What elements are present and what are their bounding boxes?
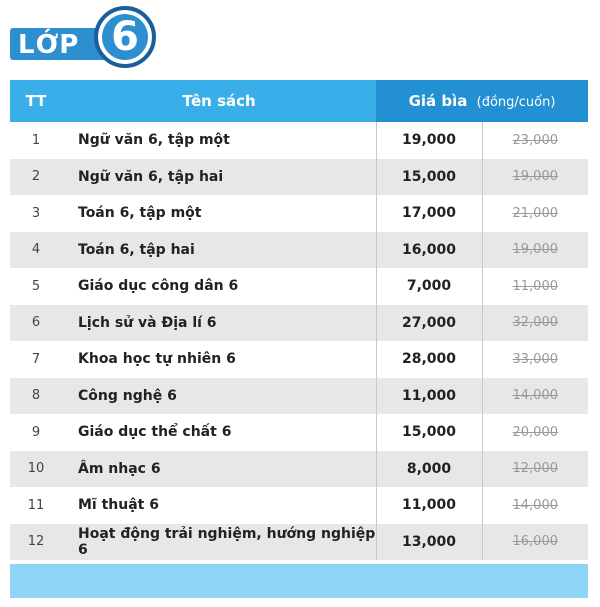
price: 15,000 <box>376 414 482 451</box>
book-name: Mĩ thuật 6 <box>62 487 376 524</box>
price: 27,000 <box>376 305 482 342</box>
table-row <box>10 378 588 415</box>
book-name: Giáo dục công dân 6 <box>62 268 376 305</box>
old-price: 19,000 <box>482 159 588 196</box>
price: 7,000 <box>376 268 482 305</box>
old-price: 16,000 <box>482 524 588 561</box>
old-price: 20,000 <box>482 414 588 451</box>
book-name: Khoa học tự nhiên 6 <box>62 341 376 378</box>
old-price: 14,000 <box>482 378 588 415</box>
header-book-name: Tên sách <box>62 80 376 122</box>
row-number: 3 <box>10 195 62 232</box>
table-row <box>10 159 588 196</box>
price: 28,000 <box>376 341 482 378</box>
price: 11,000 <box>376 487 482 524</box>
book-name: Công nghệ 6 <box>62 378 376 415</box>
table-row <box>10 487 588 524</box>
row-number: 6 <box>10 305 62 342</box>
header-price-label: Giá bìa <box>408 92 468 110</box>
table-body <box>10 122 588 560</box>
price: 19,000 <box>376 122 482 159</box>
old-price: 14,000 <box>482 487 588 524</box>
old-price: 12,000 <box>482 451 588 488</box>
price: 15,000 <box>376 159 482 196</box>
row-number: 1 <box>10 122 62 159</box>
price: 13,000 <box>376 524 482 561</box>
row-number: 10 <box>10 451 62 488</box>
table-footer-bar <box>10 564 588 598</box>
price: 17,000 <box>376 195 482 232</box>
price-table-frame <box>10 80 588 598</box>
table-row <box>10 414 588 451</box>
book-name: Ngữ văn 6, tập một <box>62 122 376 159</box>
old-price: 19,000 <box>482 232 588 269</box>
table-row <box>10 524 588 561</box>
table-row <box>10 122 588 159</box>
book-name: Lịch sử và Địa lí 6 <box>62 305 376 342</box>
old-price: 32,000 <box>482 305 588 342</box>
price-table <box>10 80 588 560</box>
price: 11,000 <box>376 378 482 415</box>
row-number: 12 <box>10 524 62 561</box>
row-number: 4 <box>10 232 62 269</box>
table-row <box>10 195 588 232</box>
book-name: Giáo dục thể chất 6 <box>62 414 376 451</box>
table-row <box>10 451 588 488</box>
row-number: 11 <box>10 487 62 524</box>
table-row <box>10 232 588 269</box>
book-name: Ngữ văn 6, tập hai <box>62 159 376 196</box>
row-number: 9 <box>10 414 62 451</box>
row-number: 2 <box>10 159 62 196</box>
header-price-unit: (đồng/cuốn) <box>476 95 556 110</box>
header-tt: TT <box>10 80 62 122</box>
old-price: 11,000 <box>482 268 588 305</box>
table-row <box>10 305 588 342</box>
grade-number: 6 <box>111 14 139 60</box>
table-row <box>10 268 588 305</box>
book-name: Hoạt động trải nghiệm, hướng nghiệp 6 <box>62 524 376 561</box>
old-price: 21,000 <box>482 195 588 232</box>
table-header-row <box>10 80 588 122</box>
table-row <box>10 341 588 378</box>
grade-label: LỚP <box>18 30 80 60</box>
grade-number-circle <box>94 6 156 68</box>
row-number: 5 <box>10 268 62 305</box>
price: 16,000 <box>376 232 482 269</box>
row-number: 8 <box>10 378 62 415</box>
header-price <box>376 80 588 122</box>
book-name: Toán 6, tập hai <box>62 232 376 269</box>
grade-badge <box>10 2 160 74</box>
old-price: 23,000 <box>482 122 588 159</box>
old-price: 33,000 <box>482 341 588 378</box>
book-name: Âm nhạc 6 <box>62 451 376 488</box>
row-number: 7 <box>10 341 62 378</box>
price: 8,000 <box>376 451 482 488</box>
book-name: Toán 6, tập một <box>62 195 376 232</box>
